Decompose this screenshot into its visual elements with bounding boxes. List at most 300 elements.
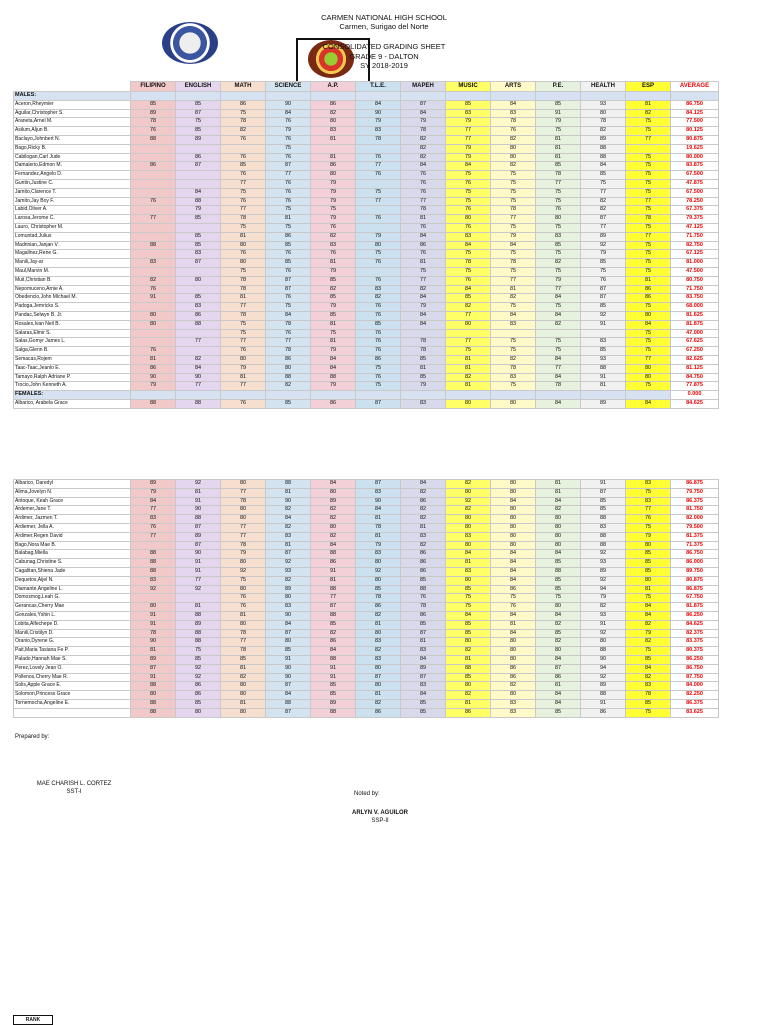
empty-cell bbox=[221, 92, 266, 101]
grade-cell: 86.250 bbox=[671, 611, 719, 620]
grade-cell: 77 bbox=[401, 197, 446, 206]
table-row bbox=[14, 294, 719, 303]
grade-cell: 75 bbox=[446, 197, 491, 206]
grade-cell: 89 bbox=[581, 232, 626, 241]
grade-cell: 85 bbox=[401, 699, 446, 708]
grade-cell: 77 bbox=[626, 135, 671, 144]
grade-cell: 88 bbox=[581, 515, 626, 524]
grade-cell: 88 bbox=[581, 364, 626, 373]
grade-cell: 82 bbox=[221, 673, 266, 682]
grade-cell: 92 bbox=[176, 480, 221, 489]
grade-cell: 79 bbox=[311, 188, 356, 197]
grade-cell: 86.875 bbox=[671, 480, 719, 489]
grade-cell: 78 bbox=[491, 259, 536, 268]
grade-cell: 84 bbox=[626, 603, 671, 612]
grade-cell: 78 bbox=[401, 127, 446, 136]
grade-cell: 75 bbox=[626, 303, 671, 312]
table-row bbox=[14, 109, 719, 118]
table-row bbox=[14, 303, 719, 312]
student-name: Solis,Apple Grace E. bbox=[14, 682, 131, 691]
grade-cell: 81 bbox=[311, 338, 356, 347]
grade-cell: 82 bbox=[311, 506, 356, 515]
grade-cell: 86 bbox=[626, 294, 671, 303]
grade-cell: 85 bbox=[176, 127, 221, 136]
grade-cell: 82 bbox=[536, 638, 581, 647]
grade-cell: 80 bbox=[176, 708, 221, 717]
grade-cell: 89 bbox=[311, 699, 356, 708]
column-header: MATH bbox=[221, 82, 266, 92]
student-name: Obedencio,John Michael M. bbox=[14, 294, 131, 303]
student-name: Lomuntad,Julius bbox=[14, 232, 131, 241]
grade-cell: 90 bbox=[356, 109, 401, 118]
column-header: MAPEH bbox=[401, 82, 446, 92]
grade-cell: 80 bbox=[491, 655, 536, 664]
grade-cell: 89 bbox=[311, 497, 356, 506]
school-address: Carmen, Surigao del Norte bbox=[339, 22, 429, 31]
grade-cell: 82 bbox=[221, 127, 266, 136]
grade-cell: 82 bbox=[446, 647, 491, 656]
grade-cell: 85 bbox=[581, 506, 626, 515]
grade-cell: 76 bbox=[356, 338, 401, 347]
grade-cell: 75 bbox=[491, 223, 536, 232]
grade-cell: 75 bbox=[491, 382, 536, 391]
grade-cell: 86 bbox=[176, 691, 221, 700]
grade-cell: 76 bbox=[221, 594, 266, 603]
student-name: Maul,Marvin M. bbox=[14, 267, 131, 276]
grade-cell: 80 bbox=[626, 364, 671, 373]
grade-cell: 81 bbox=[221, 611, 266, 620]
grade-cell: 76 bbox=[266, 250, 311, 259]
grade-cell: 75 bbox=[626, 267, 671, 276]
grade-cell: 82 bbox=[401, 153, 446, 162]
grade-cell: 75 bbox=[446, 594, 491, 603]
grade-cell: 84 bbox=[446, 611, 491, 620]
grade-cell: 78 bbox=[626, 691, 671, 700]
grade-cell: 76 bbox=[356, 259, 401, 268]
grade-cell: 75 bbox=[626, 118, 671, 127]
grade-cell: 75 bbox=[626, 259, 671, 268]
grade-cell: 75 bbox=[536, 250, 581, 259]
grade-cell: 87.750 bbox=[671, 673, 719, 682]
grade-cell: 85 bbox=[401, 576, 446, 585]
grade-cell: 84 bbox=[311, 480, 356, 489]
header-blank bbox=[14, 82, 131, 92]
preparer-title: SST-I bbox=[66, 789, 82, 795]
grade-cell: 88 bbox=[581, 532, 626, 541]
grade-cell: 91 bbox=[581, 373, 626, 382]
empty-cell bbox=[446, 391, 491, 400]
grade-cell: 82 bbox=[491, 135, 536, 144]
grade-cell: 84 bbox=[491, 241, 536, 250]
grade-cell: 85 bbox=[311, 682, 356, 691]
table-row bbox=[14, 638, 719, 647]
grade-cell: 89 bbox=[401, 664, 446, 673]
student-name: Ardimer,Regen David bbox=[14, 532, 131, 541]
grade-cell: 88 bbox=[311, 611, 356, 620]
grade-cell: 85 bbox=[536, 100, 581, 109]
grade-cell: 86.750 bbox=[671, 100, 719, 109]
grade-cell: 90 bbox=[356, 497, 401, 506]
grade-cell: 92 bbox=[266, 559, 311, 568]
grade-cell: 91 bbox=[581, 320, 626, 329]
grade-cell bbox=[131, 153, 176, 162]
grade-cell bbox=[131, 338, 176, 347]
grade-cell: 76 bbox=[491, 127, 536, 136]
grade-cell: 75 bbox=[626, 329, 671, 338]
grade-cell: 83 bbox=[581, 338, 626, 347]
grade-cell: 75 bbox=[491, 338, 536, 347]
grade-cell: 77 bbox=[581, 223, 626, 232]
grade-cell: 83 bbox=[176, 250, 221, 259]
table-row bbox=[14, 153, 719, 162]
grade-cell: 84 bbox=[491, 611, 536, 620]
grade-cell: 75 bbox=[176, 647, 221, 656]
grade-cell: 83 bbox=[176, 303, 221, 312]
grade-cell: 80 bbox=[266, 638, 311, 647]
grade-cell: 80 bbox=[311, 488, 356, 497]
grade-cell: 82 bbox=[626, 620, 671, 629]
grade-cell: 80 bbox=[536, 532, 581, 541]
student-name: Cabilogan,Carl Jude bbox=[14, 153, 131, 162]
grade-cell: 81.125 bbox=[671, 364, 719, 373]
grade-cell: 76 bbox=[266, 179, 311, 188]
grade-cell: 86 bbox=[626, 285, 671, 294]
grade-cell: 77 bbox=[536, 179, 581, 188]
grade-cell: 79 bbox=[446, 118, 491, 127]
grade-cell: 75 bbox=[536, 188, 581, 197]
grade-cell: 80 bbox=[356, 664, 401, 673]
grade-cell: 89 bbox=[131, 480, 176, 489]
grade-cell: 83 bbox=[356, 285, 401, 294]
empty-cell bbox=[401, 391, 446, 400]
student-name: Labid,Oliver A. bbox=[14, 206, 131, 215]
table-row bbox=[14, 135, 719, 144]
grade-cell: 76 bbox=[131, 127, 176, 136]
grade-cell: 81 bbox=[626, 100, 671, 109]
grade-cell: 84 bbox=[536, 691, 581, 700]
grade-cell: 82 bbox=[446, 303, 491, 312]
grade-cell: 75 bbox=[626, 338, 671, 347]
grade-cell: 86 bbox=[266, 355, 311, 364]
grade-cell: 92 bbox=[581, 629, 626, 638]
grade-cell: 76 bbox=[401, 223, 446, 232]
student-name: Solomon,Princess Grace bbox=[14, 691, 131, 700]
grade-cell: 86 bbox=[536, 673, 581, 682]
grade-cell: 81 bbox=[491, 285, 536, 294]
column-header: HEALTH bbox=[581, 82, 626, 92]
grade-cell: 93 bbox=[266, 567, 311, 576]
grade-cell: 83.625 bbox=[671, 708, 719, 717]
grade-cell: 92 bbox=[581, 241, 626, 250]
student-name: Lauro, Christopher M. bbox=[14, 223, 131, 232]
grade-cell: 81 bbox=[356, 532, 401, 541]
grade-cell: 77 bbox=[221, 179, 266, 188]
student-name: Taac-Taac,Jeanlo E. bbox=[14, 364, 131, 373]
grade-cell: 85 bbox=[311, 294, 356, 303]
table-row bbox=[14, 594, 719, 603]
grade-cell: 75 bbox=[626, 594, 671, 603]
grade-cell: 80 bbox=[536, 215, 581, 224]
table-row bbox=[14, 699, 719, 708]
grade-cell: 88 bbox=[176, 515, 221, 524]
grade-cell: 85 bbox=[176, 232, 221, 241]
grade-cell: 75 bbox=[581, 267, 626, 276]
grade-cell bbox=[356, 179, 401, 188]
grade-cell: 77.500 bbox=[671, 118, 719, 127]
grade-cell: 84 bbox=[491, 100, 536, 109]
grade-cell: 81 bbox=[401, 638, 446, 647]
grade-cell: 86 bbox=[401, 559, 446, 568]
grade-cell: 76 bbox=[221, 153, 266, 162]
table-row bbox=[14, 267, 719, 276]
section-label: FEMALES: bbox=[14, 391, 131, 400]
table-row bbox=[14, 144, 719, 153]
grade-cell: 77 bbox=[401, 276, 446, 285]
grade-cell: 80 bbox=[356, 682, 401, 691]
grade-cell: 89 bbox=[176, 532, 221, 541]
grade-cell: 80 bbox=[221, 620, 266, 629]
grade-cell: 81 bbox=[221, 232, 266, 241]
grade-cell: 76 bbox=[266, 135, 311, 144]
grade-cell: 88 bbox=[311, 655, 356, 664]
grade-cell: 91 bbox=[311, 664, 356, 673]
grade-cell: 75 bbox=[626, 171, 671, 180]
grade-cell: 81 bbox=[581, 382, 626, 391]
grade-cell: 76 bbox=[401, 171, 446, 180]
grade-cell: 78 bbox=[356, 523, 401, 532]
grade-cell: 88 bbox=[176, 638, 221, 647]
grade-cell: 90 bbox=[131, 638, 176, 647]
grade-cell: 91 bbox=[266, 655, 311, 664]
grade-cell: 76 bbox=[221, 603, 266, 612]
grade-cell: 84 bbox=[626, 320, 671, 329]
grade-cell: 85 bbox=[356, 320, 401, 329]
grades-table-females bbox=[13, 479, 719, 718]
grade-cell: 88 bbox=[131, 241, 176, 250]
grade-cell: 85 bbox=[176, 241, 221, 250]
grade-cell: 80 bbox=[221, 480, 266, 489]
grade-cell: 75 bbox=[221, 267, 266, 276]
grade-cell: 82 bbox=[401, 515, 446, 524]
grade-cell: 80.375 bbox=[671, 647, 719, 656]
table-row bbox=[14, 611, 719, 620]
grade-cell: 90 bbox=[581, 655, 626, 664]
grade-cell: 86 bbox=[401, 497, 446, 506]
grade-cell bbox=[356, 267, 401, 276]
grade-cell: 83 bbox=[401, 399, 446, 408]
grade-cell: 79.750 bbox=[671, 488, 719, 497]
empty-cell bbox=[671, 92, 719, 101]
grade-cell: 81 bbox=[221, 664, 266, 673]
grade-cell: 75 bbox=[536, 347, 581, 356]
grade-cell: 79.375 bbox=[671, 215, 719, 224]
student-name: Manili,Jay-ar bbox=[14, 259, 131, 268]
grade-cell: 85 bbox=[221, 655, 266, 664]
empty-cell bbox=[356, 391, 401, 400]
grade-cell: 80 bbox=[446, 682, 491, 691]
grade-cell: 76 bbox=[131, 285, 176, 294]
empty-cell bbox=[581, 391, 626, 400]
grade-cell: 75 bbox=[221, 188, 266, 197]
grade-cell: 83 bbox=[401, 532, 446, 541]
table-row bbox=[14, 682, 719, 691]
grade-cell: 85 bbox=[131, 100, 176, 109]
grade-cell: 68.000 bbox=[671, 303, 719, 312]
grade-cell: 83 bbox=[266, 532, 311, 541]
grade-cell: 91 bbox=[581, 480, 626, 489]
grade-cell: 76 bbox=[221, 135, 266, 144]
grade-cell: 75 bbox=[626, 241, 671, 250]
grade-cell: 80 bbox=[491, 541, 536, 550]
grade-cell: 86 bbox=[266, 232, 311, 241]
grade-cell: 82 bbox=[356, 294, 401, 303]
grade-cell: 79 bbox=[626, 629, 671, 638]
grade-cell: 75 bbox=[266, 144, 311, 153]
grade-cell: 88 bbox=[131, 559, 176, 568]
grade-cell: 75 bbox=[626, 647, 671, 656]
student-name: Baclayo,Johnbert N. bbox=[14, 135, 131, 144]
grade-cell: 75 bbox=[536, 127, 581, 136]
grade-cell: 81 bbox=[536, 135, 581, 144]
table-row bbox=[14, 647, 719, 656]
grade-cell: 85 bbox=[536, 559, 581, 568]
grade-cell: 80 bbox=[491, 691, 536, 700]
grade-cell: 81.625 bbox=[671, 311, 719, 320]
grade-cell: 87 bbox=[266, 285, 311, 294]
grade-cell: 47.000 bbox=[671, 329, 719, 338]
grade-cell: 83 bbox=[266, 603, 311, 612]
grade-cell: 87 bbox=[581, 215, 626, 224]
grade-cell: 92 bbox=[356, 567, 401, 576]
grade-cell: 79 bbox=[356, 118, 401, 127]
student-name: Pait,Maria Tasiana Fe P. bbox=[14, 647, 131, 656]
grade-cell: 85 bbox=[266, 259, 311, 268]
grade-cell: 83 bbox=[356, 488, 401, 497]
grade-cell: 77 bbox=[176, 382, 221, 391]
grade-cell: 85 bbox=[176, 215, 221, 224]
grade-cell: 81 bbox=[401, 364, 446, 373]
grade-cell: 80 bbox=[446, 515, 491, 524]
preparer-name: MAE CHARISH L. CORTEZ bbox=[36, 781, 112, 787]
grade-cell bbox=[581, 329, 626, 338]
grade-cell: 84.625 bbox=[671, 620, 719, 629]
grade-cell: 84 bbox=[356, 100, 401, 109]
grade-cell: 77 bbox=[176, 576, 221, 585]
grade-cell: 84 bbox=[266, 109, 311, 118]
grade-cell: 75 bbox=[221, 329, 266, 338]
rank-box: RANK bbox=[13, 1015, 53, 1025]
grade-cell: 82 bbox=[266, 576, 311, 585]
grade-cell: 92 bbox=[176, 673, 221, 682]
grade-cell: 80 bbox=[491, 638, 536, 647]
empty-cell bbox=[626, 92, 671, 101]
grade-cell: 78 bbox=[491, 118, 536, 127]
table-row bbox=[14, 559, 719, 568]
grade-cell: 82 bbox=[491, 355, 536, 364]
empty-cell bbox=[176, 92, 221, 101]
grade-cell: 71.750 bbox=[671, 232, 719, 241]
grade-cell: 76 bbox=[266, 329, 311, 338]
grade-cell: 80 bbox=[221, 241, 266, 250]
grade-cell: 75 bbox=[626, 708, 671, 717]
grade-cell: 76 bbox=[401, 594, 446, 603]
grade-cell: 75 bbox=[176, 118, 221, 127]
grade-cell: 92 bbox=[176, 585, 221, 594]
grade-cell: 86 bbox=[311, 399, 356, 408]
grade-cell: 85 bbox=[311, 691, 356, 700]
grade-cell: 88 bbox=[311, 585, 356, 594]
grade-cell bbox=[176, 285, 221, 294]
grade-cell: 82 bbox=[581, 197, 626, 206]
grade-cell: 84 bbox=[536, 655, 581, 664]
grade-cell: 81 bbox=[266, 215, 311, 224]
grade-cell: 85 bbox=[536, 576, 581, 585]
grade-cell: 76 bbox=[491, 603, 536, 612]
grade-cell: 84 bbox=[581, 162, 626, 171]
grade-cell: 75 bbox=[626, 162, 671, 171]
grade-cell: 81 bbox=[536, 682, 581, 691]
grade-cell: 80.875 bbox=[671, 135, 719, 144]
school-year: SY 2018-2019 bbox=[360, 61, 408, 70]
grade-cell: 85 bbox=[536, 585, 581, 594]
grade-cell: 76 bbox=[356, 329, 401, 338]
table-row bbox=[14, 664, 719, 673]
grade-cell: 79 bbox=[311, 179, 356, 188]
grade-cell: 81 bbox=[356, 620, 401, 629]
grade-cell: 76 bbox=[266, 153, 311, 162]
grade-cell: 88 bbox=[581, 691, 626, 700]
grade-cell: 83 bbox=[131, 576, 176, 585]
student-name: Trocio,John Kenneth A. bbox=[14, 382, 131, 391]
grade-cell: 79 bbox=[401, 303, 446, 312]
grade-cell: 81 bbox=[491, 620, 536, 629]
grade-cell: 93 bbox=[581, 611, 626, 620]
student-name: Tornemocha,Angeline E. bbox=[14, 699, 131, 708]
student-name: Manili,Cristilyn D. bbox=[14, 629, 131, 638]
grade-cell: 75 bbox=[491, 347, 536, 356]
grade-cell: 76 bbox=[356, 276, 401, 285]
grade-cell: 76 bbox=[221, 250, 266, 259]
grade-cell: 81 bbox=[131, 647, 176, 656]
grade-cell: 82 bbox=[401, 135, 446, 144]
grade-cell: 79 bbox=[311, 303, 356, 312]
table-row bbox=[14, 259, 719, 268]
grade-cell: 85 bbox=[176, 655, 221, 664]
grade-cell: 85 bbox=[626, 655, 671, 664]
grade-cell: 79 bbox=[311, 197, 356, 206]
grade-cell: 78.250 bbox=[671, 197, 719, 206]
grade-cell: 88 bbox=[131, 682, 176, 691]
grade-cell: 82 bbox=[536, 259, 581, 268]
grade-cell: 75 bbox=[446, 171, 491, 180]
table-row bbox=[14, 488, 719, 497]
grade-cell: 87 bbox=[131, 664, 176, 673]
student-name: Guntin,Justine C. bbox=[14, 179, 131, 188]
grade-cell: 86 bbox=[311, 100, 356, 109]
grade-cell: 75 bbox=[581, 179, 626, 188]
grade-cell: 79 bbox=[401, 382, 446, 391]
grade-cell: 76 bbox=[356, 373, 401, 382]
grade-cell: 75 bbox=[491, 594, 536, 603]
grade-cell: 80 bbox=[446, 638, 491, 647]
grade-cell: 82 bbox=[491, 162, 536, 171]
grade-cell: 80.125 bbox=[671, 127, 719, 136]
grade-cell: 89 bbox=[266, 585, 311, 594]
grade-cell: 85 bbox=[446, 294, 491, 303]
grade-cell: 84 bbox=[266, 311, 311, 320]
grade-cell: 92 bbox=[176, 664, 221, 673]
grade-cell: 78 bbox=[401, 347, 446, 356]
